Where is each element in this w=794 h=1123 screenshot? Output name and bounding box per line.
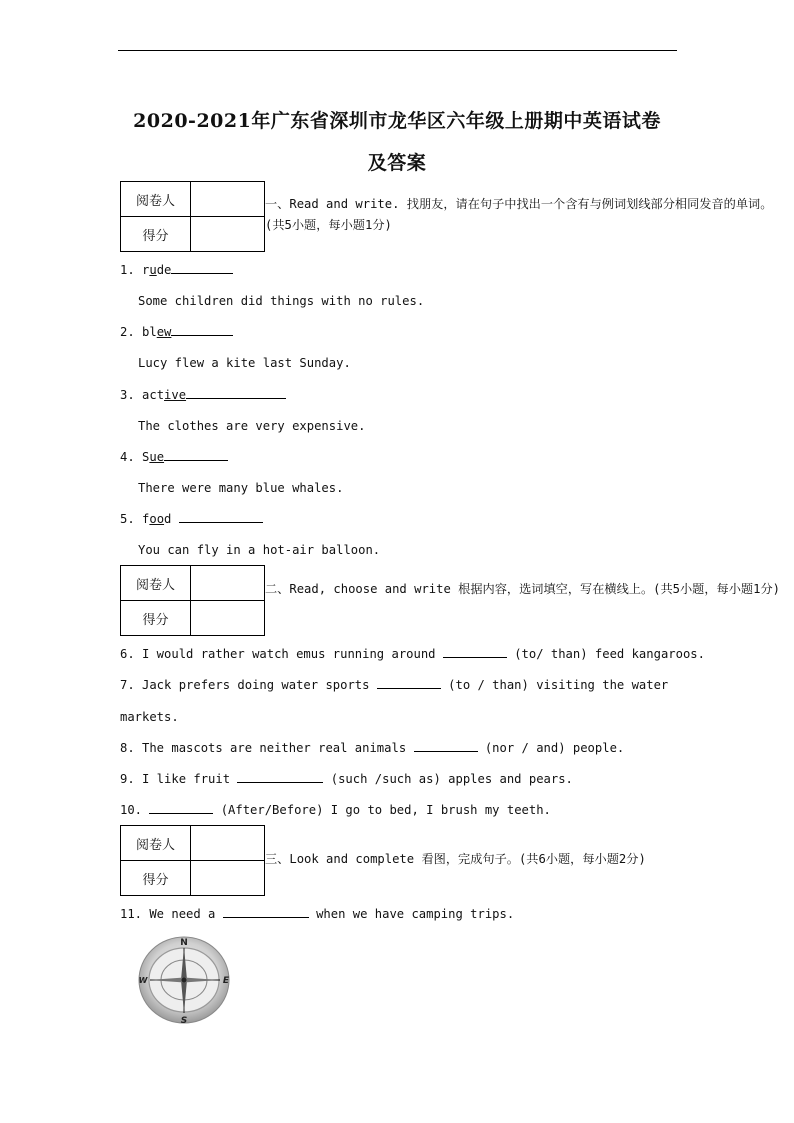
compass-image: [138, 935, 230, 1025]
reviewer-cell[interactable]: [191, 566, 265, 601]
reviewer-label: 阅卷人: [121, 182, 191, 217]
question-10: 10. (After/Before) I go to bed, I brush my teeth.: [120, 803, 551, 817]
grader-table-2: [120, 565, 265, 636]
answer-blank[interactable]: [164, 448, 228, 461]
answer-blank[interactable]: [171, 261, 233, 274]
header-rule: [118, 50, 677, 51]
page-title-line2: 及答案: [367, 152, 427, 174]
answer-blank[interactable]: [443, 645, 507, 658]
compass-north-label: N: [180, 938, 188, 948]
reviewer-cell[interactable]: [191, 826, 265, 861]
compass-south-label: S: [180, 1016, 188, 1025]
question-9: 9. I like fruit (such /such as) apples and pears.: [120, 772, 573, 786]
sentence-4: There were many blue whales.: [138, 481, 344, 495]
section1-heading: 一、Read and write. 找朋友，请在句子中找出一个含有与例词划线部分相同发音的单词。(共5小题，每小题1分): [265, 197, 773, 232]
score-cell[interactable]: [191, 601, 265, 636]
answer-blank[interactable]: [414, 739, 478, 752]
page-title: 2020-2021年广东省深圳市龙华区六年级上册期中英语试卷: [133, 110, 661, 132]
answer-blank[interactable]: [149, 801, 213, 814]
question-7: 7. Jack prefers doing water sports (to / than) visiting the water: [120, 678, 669, 692]
answer-blank[interactable]: [186, 386, 286, 399]
reviewer-label: 阅卷人: [121, 826, 191, 861]
score-label: 得分: [121, 861, 191, 896]
grader-table-1: [120, 181, 265, 252]
grader-table-3: [120, 825, 265, 896]
section3-heading: 三、Look and complete 看图，完成句子。(共6小题，每小题2分): [265, 852, 646, 866]
sentence-3: The clothes are very expensive.: [138, 419, 366, 433]
question-5: 5. food: [120, 510, 263, 526]
sentence-5: You can fly in a hot-air balloon.: [138, 543, 381, 557]
reviewer-label: 阅卷人: [121, 566, 191, 601]
compass-west-label: W: [138, 976, 148, 985]
question-4: 4. Sue: [120, 448, 228, 464]
question-8: 8. The mascots are neither real animals (nor / and) people.: [120, 741, 625, 755]
section2-heading: 二、Read, choose and write 根据内容，选词填空，写在横线上。(共5小题，每小题1分): [265, 582, 780, 596]
answer-blank[interactable]: [179, 510, 263, 523]
score-cell[interactable]: [191, 861, 265, 896]
answer-blank[interactable]: [171, 323, 233, 336]
question-11: 11. We need a when we have camping trips.: [120, 907, 515, 921]
sentence-2: Lucy flew a kite last Sunday.: [138, 356, 351, 370]
question-7-cont: markets.: [120, 710, 179, 724]
reviewer-cell[interactable]: [191, 182, 265, 217]
compass-east-label: E: [222, 976, 230, 986]
question-1: 1. rude: [120, 261, 233, 277]
answer-blank[interactable]: [237, 770, 323, 783]
score-cell[interactable]: [191, 217, 265, 252]
score-label: 得分: [121, 601, 191, 636]
score-label: 得分: [121, 217, 191, 252]
answer-blank[interactable]: [223, 905, 309, 918]
sentence-1: Some children did things with no rules.: [138, 294, 425, 308]
question-3: 3. active: [120, 386, 286, 402]
question-6: 6. I would rather watch emus running around (to/ than) feed kangaroos.: [120, 647, 705, 661]
question-2: 2. blew: [120, 323, 233, 339]
answer-blank[interactable]: [377, 676, 441, 689]
